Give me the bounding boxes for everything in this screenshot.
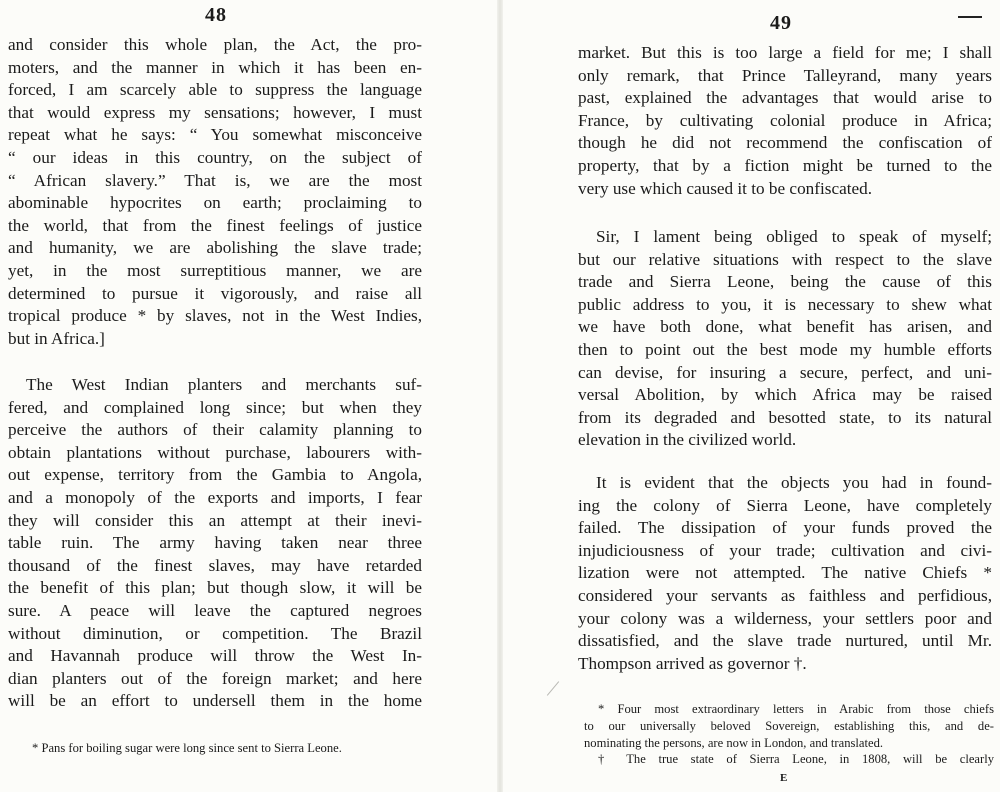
text-line: that would express my sensations; however, I must [8,102,422,122]
text-line: we have both done, what benefit has arisen, and [578,317,992,337]
text-line: past, explained the advantages that would arise to [578,88,992,108]
text-line: and a monopoly of the exports and imports, I fear [8,487,422,507]
text-line: versal Abolition, by which Africa may be raised [578,385,992,405]
text-line: failed. The dissipation of your funds proved the [578,518,992,538]
text-line: the world, that from the finest feelings of justice [8,215,422,235]
text-line: tropical produce * by slaves, not in the West Indies, [8,306,422,326]
text-line: out expense, territory from the Gambia to Angola, [8,465,422,485]
text-line: fered, and complained long since; but when they [8,397,422,417]
text-line: Sir, I lament being obliged to speak of myself; [596,227,992,246]
text-line: repeat what he says: “ You somewhat misconceive [8,125,422,145]
text-line: dissatisfied, and the slave trade nurtured, until Mr. [578,631,992,651]
signature-mark: E [780,772,788,784]
text-line: will be an effort to undersell them in the home [8,691,422,711]
text-line: It is evident that the objects you had in found- [596,473,992,492]
text-line: injudiciousness of your trade; cultivation and civi- [578,540,992,560]
text-line: and Havannah produce will throw the West In- [8,646,422,666]
footnote-line: nominating the persons, are now in London, and translated. [584,735,884,750]
text-line: determined to pursue it vigorously, and raise all [8,283,422,303]
text-line: market. But this is too large a field for me; I shall [578,43,992,62]
text-line: trade and Sierra Leone, being the cause of this [578,272,992,292]
right-paragraph-3 [578,472,992,675]
left-footnote: * Pans for boiling sugar were long since sent to Sierra Leone. [32,741,342,755]
text-line: forced, I am scarcely able to suppress the language [8,80,422,100]
left-paragraph-2 [8,374,422,713]
text-line: public address to you, it is necessary to shew what [578,294,992,314]
text-line: elevation in the civilized world. [578,430,797,450]
text-line: but in Africa.] [8,328,105,348]
text-line: ing the colony of Sierra Leone, have completely [578,495,992,515]
book-gutter [497,0,503,792]
text-line: can devise, for insuring a secure, perfect, and uni- [578,362,992,382]
text-line: France, by cultivating colonial produce in Africa; [578,110,992,130]
right-footnotes [584,701,994,768]
text-line: obtain plantations without purchase, labourers with- [8,442,422,462]
text-line: dian planters out of the foreign market; and here [8,668,422,688]
text-line: and consider this whole plan, the Act, the pro- [8,35,422,54]
footnote-line: † The true state of Sierra Leone, in 1808, will be clearly [598,752,994,767]
text-line: abominable hypocrites on earth; proclaiming to [8,193,422,213]
text-line: they will consider this an attempt at their inevi- [8,510,422,530]
left-page [0,0,496,792]
text-line: The West Indian planters and merchants suf- [26,375,422,394]
text-line: considered your servants as faithless and perfidious, [578,585,992,605]
left-paragraph-1 [8,34,422,350]
text-line: yet, in the most surreptitious manner, we are [8,260,422,280]
text-line: and humanity, we are abolishing the slave trade; [8,238,422,258]
text-line: sure. A peace will leave the captured negroes [8,600,422,620]
text-line: “ African slavery.” That is, we are the most [8,170,422,190]
text-line: lization were not attempted. The native Chiefs * [578,563,992,583]
text-line: thousand of the finest slaves, may have retarded [8,555,422,575]
text-line: very use which caused it to be confiscated. [578,178,872,198]
text-line: from its degraded and besotted state, to its natural [578,407,992,427]
text-line: perceive the authors of their calamity planning to [8,420,422,440]
text-line: then to point out the best mode my humble efforts [578,339,992,359]
text-line: “ our ideas in this country, on the subject of [8,147,422,167]
text-line: your colony was a wilderness, your settlers poor and [578,608,992,628]
text-line: without diminution, or competition. The Brazil [8,623,422,643]
text-line: though he did not recommend the confiscation of [578,133,992,153]
text-line: Thompson arrived as governor †. [578,653,807,673]
text-line: moters, and the manner in which it has been en- [8,57,422,77]
corner-mark [958,16,982,18]
right-paragraph-2 [578,226,992,452]
text-line: property, that by a fiction might be turned to the [578,155,992,175]
footnote-line: to our universally beloved Sovereign, establishing this, and de- [584,718,994,733]
footnote-line: * Four most extraordinary letters in Arabic from those chiefs [598,702,994,716]
text-line: the benefit of this plan; but though slow, it will be [8,578,422,598]
page-number-left: 48 [205,4,227,26]
page-number-right: 49 [770,12,792,34]
text-line: only remark, that Prince Talleyrand, many years [578,65,992,85]
text-line: but our relative situations with respect to the slave [578,249,992,269]
text-line: table ruin. The army having taken near three [8,533,422,553]
right-paragraph-1 [578,42,992,200]
